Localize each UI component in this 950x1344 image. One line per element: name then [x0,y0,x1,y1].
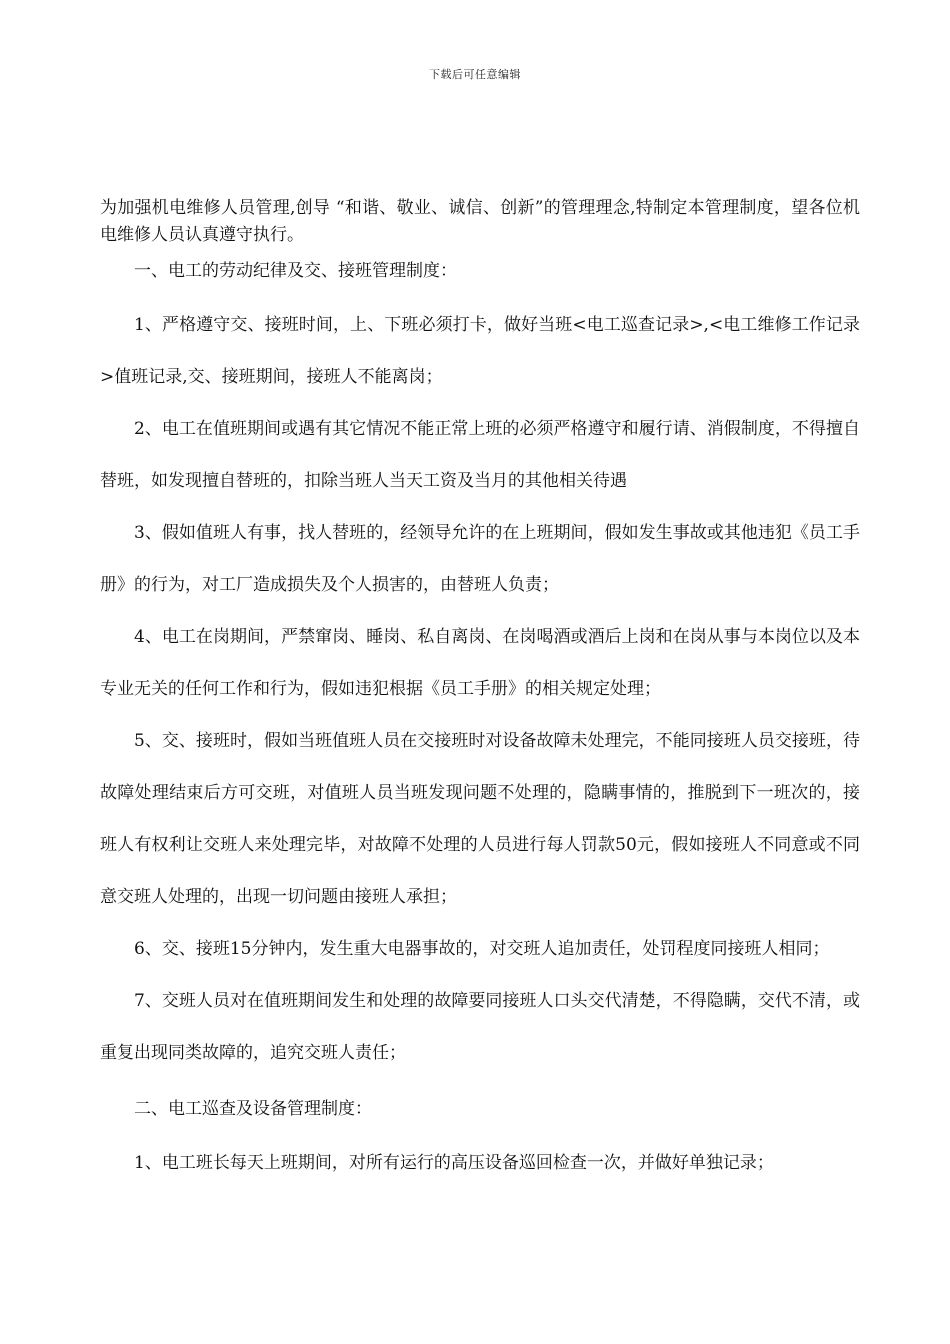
rule-item-1-6: 6、交、接班15分钟内，发生重大电器事故的，对交班人追加责任，处罚程度同接班人相同； [134,939,830,959]
rule-item-2-1: 1、电工班长每天上班期间，对所有运行的高压设备巡回检查一次，并做好单独记录； [134,1153,774,1173]
rule-item-1-3: 3、假如值班人有事，找人替班的，经领导允许的在上班期间，假如发生事故或其他违犯《员工手册》的行为，对工厂造成损失及个人损害的，由替班人负责； [100,523,860,595]
rule-item-1-5: 5、交、接班时，假如当班值班人员在交接班时对设备故障未处理完，不能同接班人员交接班，待故障处理结束后方可交班，对值班人员当班发现问题不处理的，隐瞒事情的，推脱到下一班次的，接班人有权利让交班人来处理完毕，对故障不处理的人员进行每人罚款50元，假如接班人不同意或不同意交班人处理的，出现一切问题由接班人承担； [100,731,860,907]
rule-item-1-1: 1、严格遵守交、接班时间，上、下班必须打卡，做好当班<电工巡查记录>,<电工维修工作记录>值班记录,交、接班期间，接班人不能离岗； [100,315,860,387]
section-title-inspection: 二、电工巡查及设备管理制度： [134,1099,372,1119]
page-header: 下载后可任意编辑 [429,68,521,81]
rule-item-1-2: 2、电工在值班期间或遇有其它情况不能正常上班的必须严格遵守和履行请、消假制度，不得擅自替班，如发现擅自替班的，扣除当班人当天工资及当月的其他相关待遇 [100,419,860,491]
intro-paragraph: 为加强机电维修人员管理,创导 “和谐、敬业、诚信、创新”的管理理念,特制定本管理制度，望各位机电维修人员认真遵守执行。 [100,198,860,245]
rule-item-1-7: 7、交班人员对在值班期间发生和处理的故障要同接班人口头交代清楚，不得隐瞒，交代不清，或重复出现同类故障的，追究交班人责任； [100,991,860,1063]
document-body [100,195,860,1189]
section-title-labor-discipline: 一、电工的劳动纪律及交、接班管理制度： [134,261,457,281]
rule-item-1-4: 4、电工在岗期间，严禁窜岗、睡岗、私自离岗、在岗喝酒或酒后上岗和在岗从事与本岗位以及本专业无关的任何工作和行为，假如违犯根据《员工手册》的相关规定处理； [100,627,860,699]
